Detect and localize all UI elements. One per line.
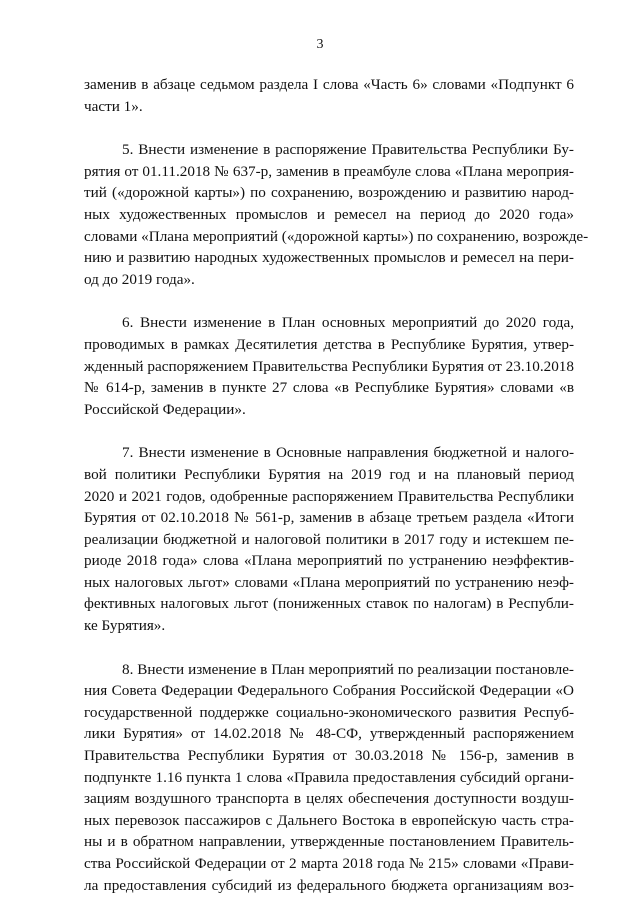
text-line: ных художественных промыслов и ремесел на период до 2020 года» xyxy=(84,205,574,223)
text-line: № 614-р, заменив в пункте 27 слова «в Республике Бурятия» словами «в xyxy=(84,379,574,397)
page-number: 3 xyxy=(316,37,324,52)
text-line: нию и развитию народных художественных промыслов и ремесел на пери- xyxy=(84,249,574,267)
text-line: 8. Внести изменение в План мероприятий по реализации постановле- xyxy=(122,660,574,678)
text-line: Правительства Республики Бурятия от 30.03.2018 № 156-р, заменив в xyxy=(84,747,574,765)
text-line: государственной поддержке социально-экономического развития Респуб- xyxy=(84,703,574,721)
text-line: риоде 2018 года» слова «Плана мероприятий по устранению неэффектив- xyxy=(84,552,574,570)
paragraph-item-8 xyxy=(84,659,574,897)
text-line: реализации бюджетной и налоговой политики в 2017 году и истекшем пе- xyxy=(84,530,574,548)
text-line: рятия от 01.11.2018 № 637-р, заменив в преамбуле слова «Плана мероприя- xyxy=(84,162,574,180)
text-line: жденный распоряжением Правительства Республики Бурятия от 23.10.2018 xyxy=(84,357,574,375)
text-line: лики Бурятия» от 14.02.2018 № 48-СФ, утвержденный распоряжением xyxy=(84,725,574,743)
text-line: Бурятия от 02.10.2018 № 561-р, заменив в абзаце третьем раздела «Итоги xyxy=(84,509,574,527)
text-line: ке Бурятия». xyxy=(84,617,166,635)
text-line: заменив в абзаце седьмом раздела I слова «Часть 6» словами «Подпункт 6 xyxy=(84,76,574,93)
text-line: фективных налоговых льгот (пониженных ставок по налогам) в Республи- xyxy=(84,595,574,613)
text-line: 6. Внести изменение в План основных мероприятий до 2020 года, xyxy=(122,314,574,332)
document-body xyxy=(84,74,589,896)
text-line: Российской Федерации». xyxy=(84,400,246,418)
text-line: тий («дорожной карты») по сохранению, возрождению и развитию народ- xyxy=(84,184,574,202)
text-line: проводимых в рамках Десятилетия детства в Республике Бурятия, утвер- xyxy=(84,335,574,353)
paragraph-continuation xyxy=(84,74,574,117)
text-line: части 1». xyxy=(84,97,143,115)
text-line: вой политики Республики Бурятия на 2019 год и на плановый период xyxy=(84,465,574,483)
paragraph-item-7 xyxy=(84,442,574,636)
paragraph-item-6 xyxy=(84,312,574,420)
paragraph-item-5 xyxy=(84,139,589,290)
text-line: словами «Плана мероприятий («дорожной карты») по сохранению, возрожде- xyxy=(84,227,589,245)
text-line: од до 2019 года». xyxy=(84,270,195,288)
text-line: 2020 и 2021 годов, одобренные распоряжением Правительства Республики xyxy=(84,487,574,505)
text-line: ны и в обратном направлении, утвержденные постановлением Правитель- xyxy=(84,833,574,851)
text-line: ства Российской Федерации от 2 марта 2018 года № 215» словами «Прави- xyxy=(84,855,574,872)
text-line: зациям воздушного транспорта в целях обеспечения доступности воздуш- xyxy=(84,790,574,808)
text-line: 7. Внести изменение в Основные направления бюджетной и налого- xyxy=(122,444,574,462)
text-line: ных налоговых льгот» словами «Плана мероприятий по устранению неэф- xyxy=(84,573,574,591)
text-line: 5. Внести изменение в распоряжение Правительства Республики Бу- xyxy=(122,141,574,159)
text-line: подпункте 1.16 пункта 1 слова «Правила предоставления субсидий органи- xyxy=(84,768,574,786)
text-line: ла предоставления субсидий из федерального бюджета организациям воз- xyxy=(84,876,574,894)
text-line: ния Совета Федерации Федерального Собрания Российской Федерации «О xyxy=(84,682,574,700)
text-line: ных перевозок пассажиров с Дальнего Востока в европейскую часть стра- xyxy=(84,811,574,829)
